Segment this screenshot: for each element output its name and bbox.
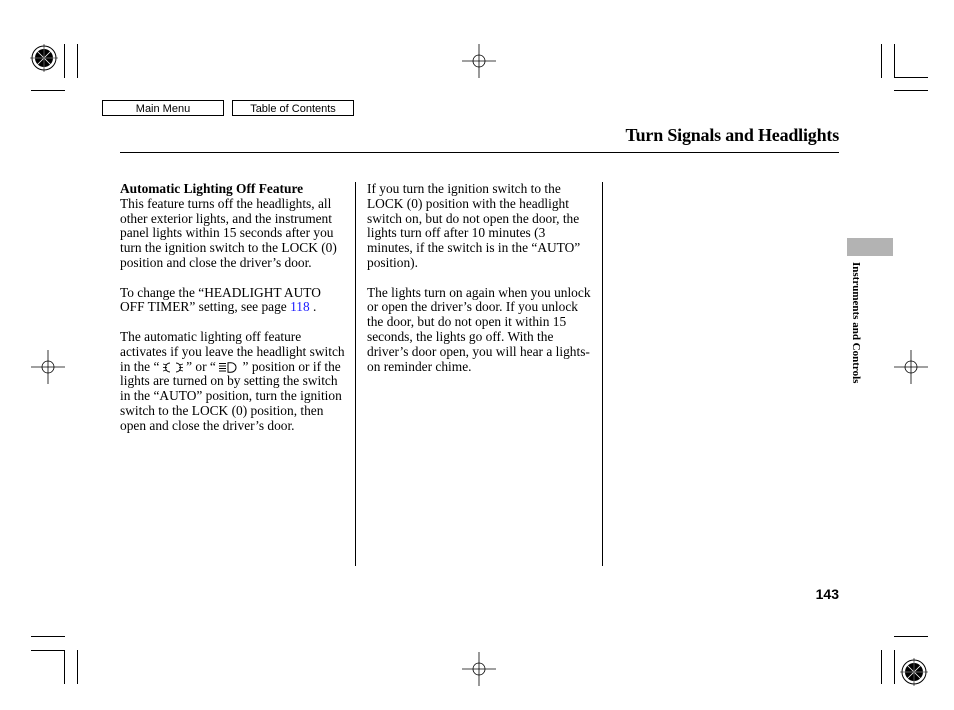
crosshair-icon: [462, 44, 496, 78]
section-tab: [847, 238, 893, 256]
table-of-contents-button[interactable]: Table of Contents: [232, 100, 354, 116]
paragraph-end: .: [309, 299, 317, 315]
page-number: 143: [815, 586, 839, 602]
paragraph: This feature turns off the headlights, all other exterior lights, and the instrument panel lights within 15 seconds after you turn the ignition switch to the LOCK (0) position and close the driver’s door.: [120, 195, 337, 270]
header-rule: [120, 152, 839, 153]
paragraph: If you turn the ignition switch to the LOCK (0) position with the headlight switch on, but do not open the door, the lights turn off after 10 minutes (3 minutes, if the switch is in the “AUTO” position).: [367, 181, 581, 270]
left-column: [120, 182, 348, 448]
page-link[interactable]: 118: [290, 299, 310, 315]
paragraph: To change the “HEADLIGHT AUTO OFF TIMER” setting, see page: [120, 284, 321, 315]
paragraph: The lights turn on again when you unlock or open the driver’s door. If you unlock the door, but do not open it within 15 seconds, the lights go off. With the driver’s door open, you will hear a lights-on reminder chime.: [367, 284, 591, 374]
registration-target-icon: [900, 658, 928, 686]
column-divider: [355, 182, 356, 566]
middle-column: [367, 182, 593, 389]
paragraph: ” or “: [182, 358, 220, 374]
crosshair-icon: [31, 350, 65, 384]
registration-target-icon: [30, 44, 58, 72]
crosshair-icon: [462, 652, 496, 686]
headlights-icon: [219, 362, 239, 373]
crosshair-icon: [894, 350, 928, 384]
main-menu-button[interactable]: Main Menu: [102, 100, 224, 116]
paragraph: The automatic lighting off feature activates if you leave the headlight switch in the “: [120, 328, 345, 374]
parking-lights-icon: [163, 362, 183, 373]
paragraph: ” position or if the lights are turned on by setting the switch in the “AUTO” position, turn the ignition switch to the LOCK (0) position, then open and close the driver’s door.: [120, 358, 342, 433]
section-heading: Automatic Lighting Off Feature: [120, 181, 304, 196]
page-title: Turn Signals and Headlights: [625, 125, 839, 145]
column-divider: [602, 182, 603, 566]
section-label: Instruments and Controls: [850, 262, 862, 384]
